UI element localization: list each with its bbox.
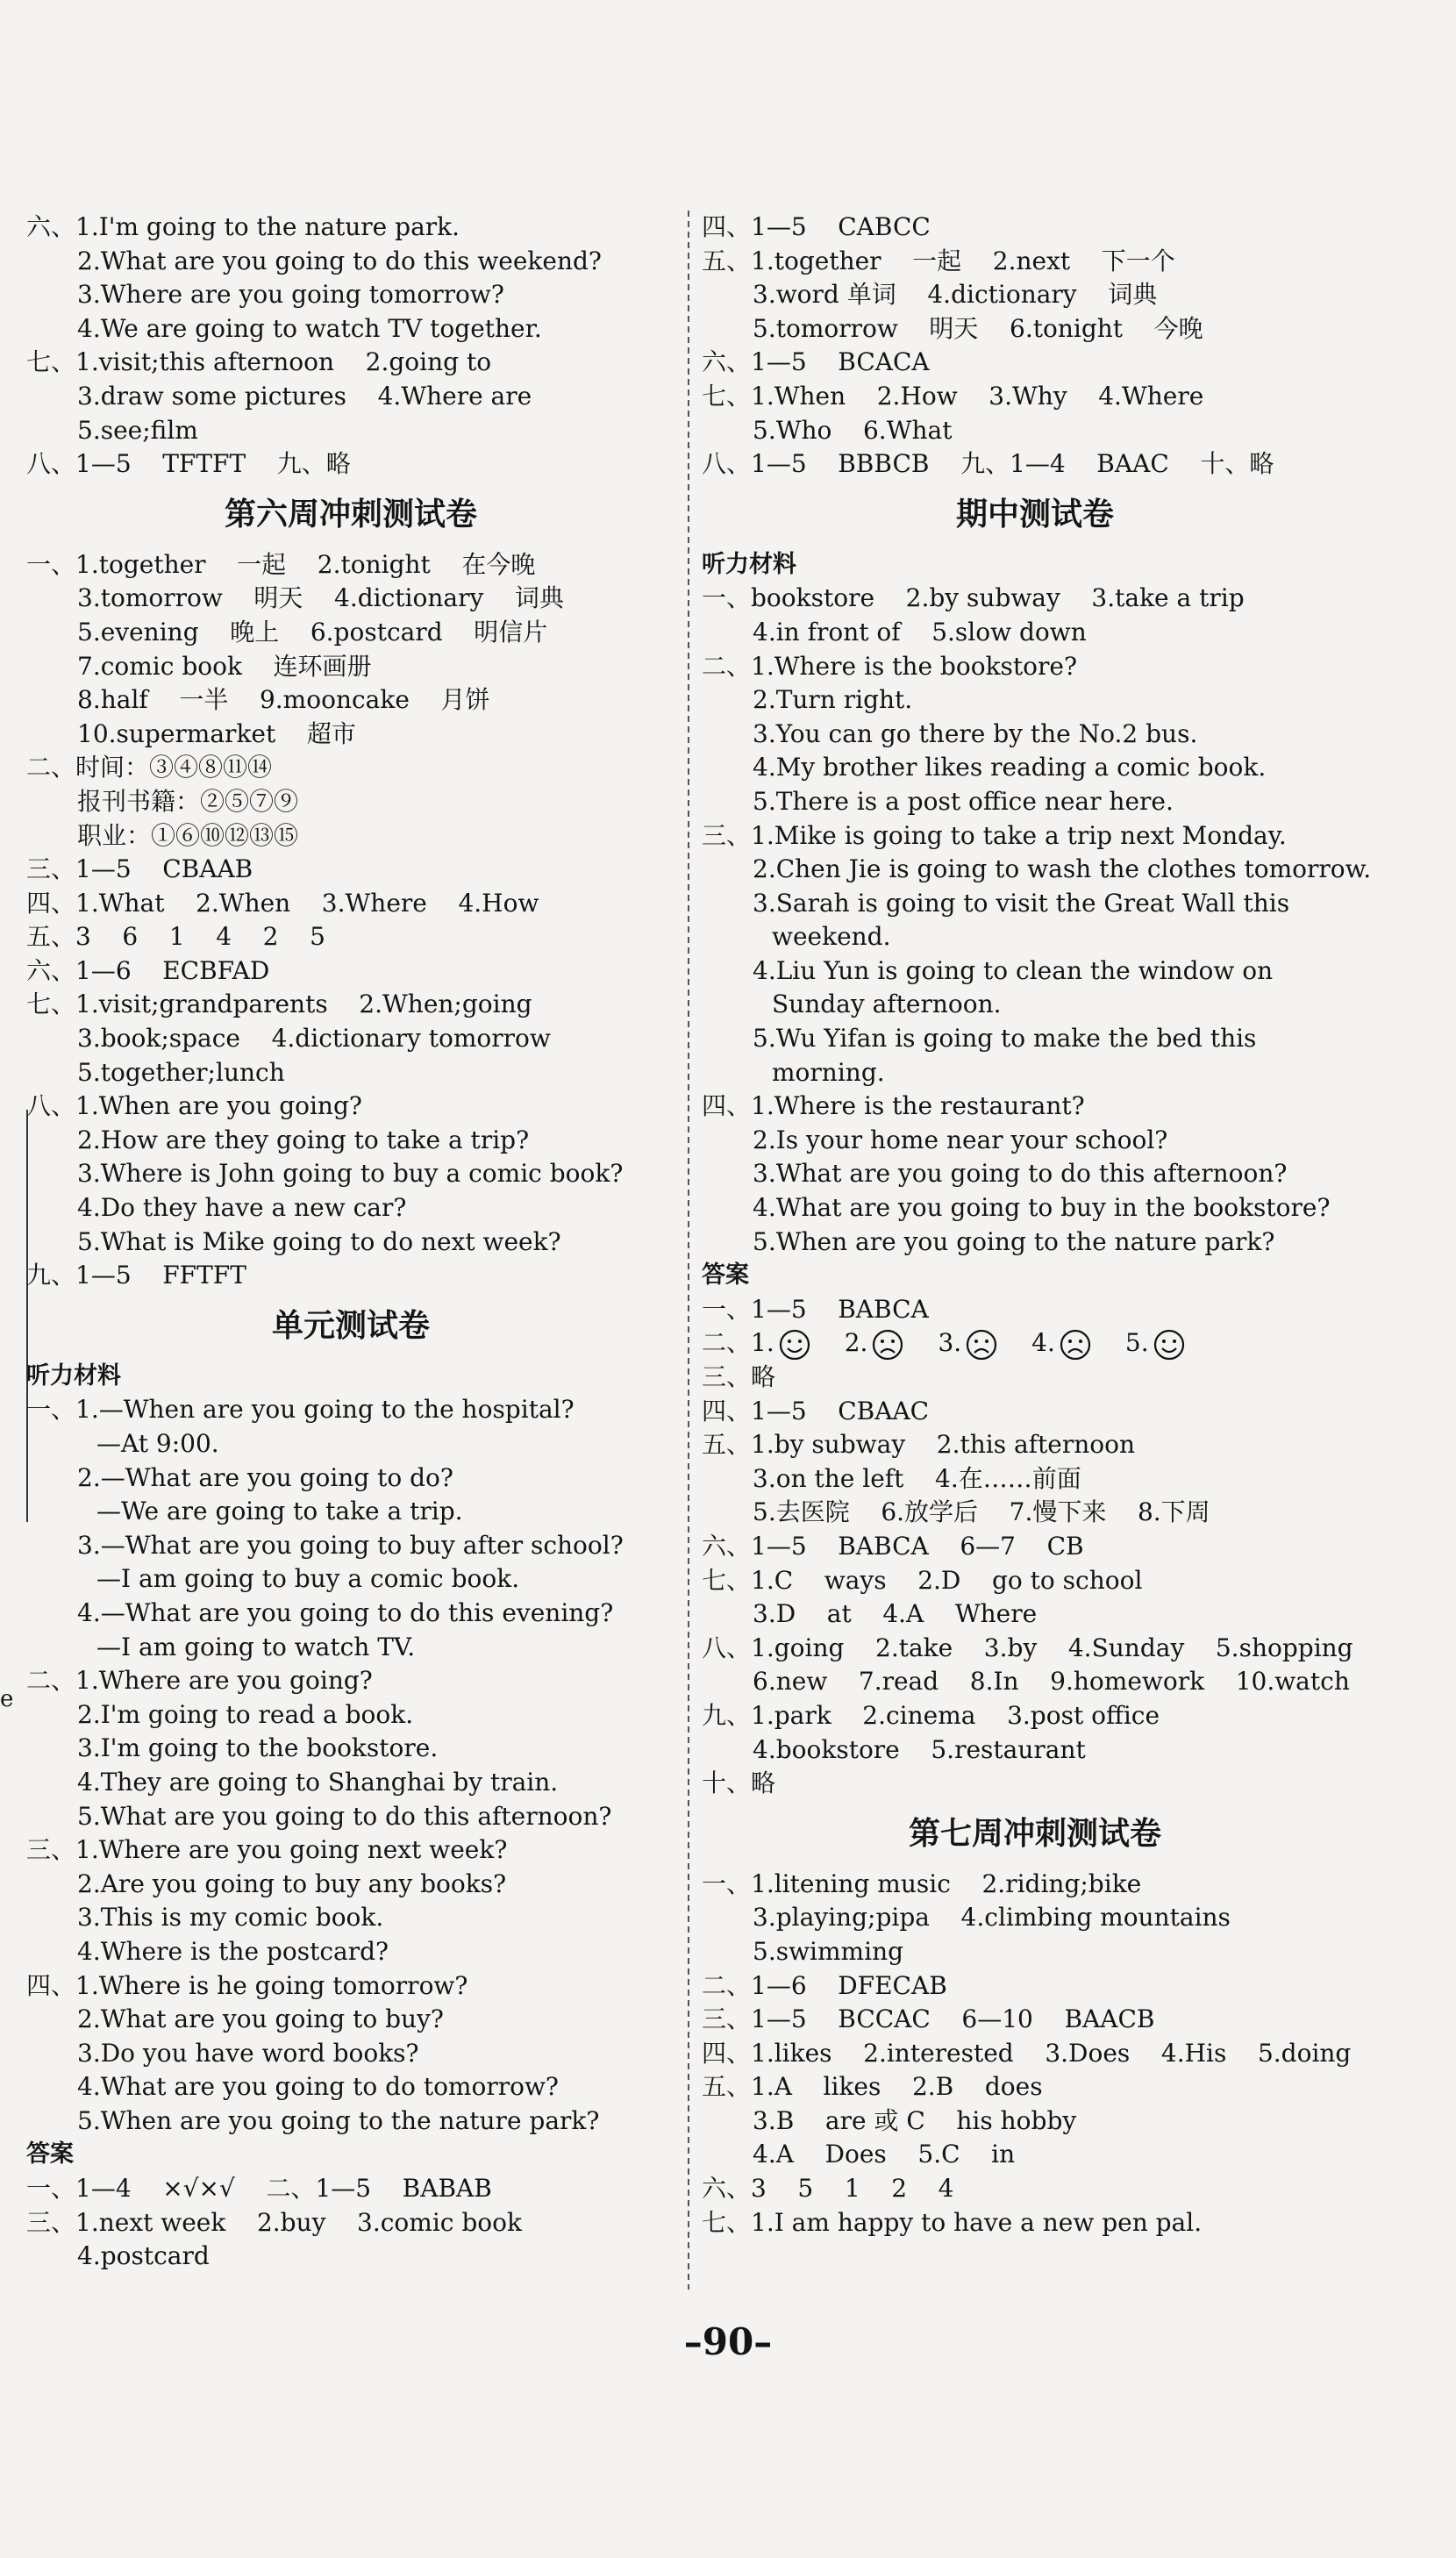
section-heading: 第七周冲刺测试卷: [908, 1815, 1161, 1852]
answer-line: 4.Where is the postcard?: [77, 1936, 389, 1966]
answer-line: 三、1.Where are you going next week?: [26, 1835, 508, 1865]
answer-line: 4.Liu Yun is going to clean the window on: [753, 955, 1274, 985]
answer-line: 二、1.Where is the bookstore?: [702, 651, 1077, 681]
answer-line: 六、1.I'm going to the nature park.: [26, 212, 460, 241]
answer-line: 3.D at 4.A Where: [753, 1599, 1038, 1629]
answer-line: 5.When are you going to the nature park?: [77, 2105, 600, 2135]
answer-line: 3.Where are you going tomorrow?: [77, 280, 504, 310]
answer-line: 5.There is a post office near here.: [753, 786, 1174, 816]
answer-line: 五、1.by subway 2.this afternoon: [702, 1430, 1136, 1460]
answer-line: 三、1.next week 2.buy 3.comic book: [26, 2207, 522, 2237]
answer-line: 4.—What are you going to do this evening?: [77, 1597, 614, 1627]
answer-line: —At 9:00.: [96, 1429, 219, 1458]
answer-line: 2.Is your home near your school?: [753, 1125, 1168, 1154]
subheading: 答案: [26, 2140, 74, 2169]
answer-line: 2.What are you going to do this weekend?: [77, 246, 602, 275]
answer-line: 八、1—5 TFTFT 九、略: [26, 449, 351, 479]
edge-letter: e: [0, 1686, 14, 1712]
answer-line: 4.bookstore 5.restaurant: [753, 1734, 1086, 1764]
answer-line: 七、1.I am happy to have a new pen pal.: [702, 2207, 1203, 2237]
answer-line: 九、1—5 FFTFT: [26, 1261, 246, 1290]
answer-line: 2.What are you going to buy?: [77, 2004, 444, 2034]
answer-line: 5.evening 晚上 6.postcard 明信片: [77, 617, 548, 647]
answer-line: 4.We are going to watch TV together.: [77, 313, 542, 343]
face-label: 2.: [844, 1328, 868, 1358]
sad-face-icon: [965, 1328, 998, 1361]
answer-line: 3.B are 或 C his hobby: [753, 2105, 1077, 2135]
answer-line: 4.postcard: [77, 2241, 210, 2271]
answer-line: 5.When are you going to the nature park?: [753, 1226, 1275, 1256]
answer-line: 三、略: [702, 1362, 776, 1391]
answer-line: 二、1.Where are you going?: [26, 1666, 373, 1696]
answer-line: 七、1.When 2.How 3.Why 4.Where: [702, 381, 1204, 411]
answer-line: 7.comic book 连环画册: [77, 651, 372, 681]
section-heading: 第六周冲刺测试卷: [224, 496, 477, 532]
right-column: [702, 211, 1372, 2240]
answer-line: 三、1—5 CBAAB: [26, 854, 253, 884]
answer-line: —We are going to take a trip.: [96, 1497, 463, 1526]
column-divider: [688, 211, 689, 2290]
answer-line: 一、bookstore 2.by subway 3.take a trip: [702, 583, 1245, 613]
subheading: 答案: [702, 1261, 749, 1290]
answer-line: 3.Where is John going to buy a comic book?: [77, 1159, 624, 1189]
answer-line: 六、1—5 BABCA 6—7 CB: [702, 1531, 1084, 1561]
answer-line: 4.Do they have a new car?: [77, 1193, 407, 1223]
answer-line: 四、1—5 CABCC: [702, 212, 931, 241]
answer-line: 四、1.What 2.When 3.Where 4.How: [26, 888, 539, 918]
section-heading: 单元测试卷: [271, 1307, 430, 1344]
answer-line: 一、1.—When are you going to the hospital?: [26, 1395, 575, 1425]
answer-line: 五、1.A likes 2.B does: [702, 2072, 1043, 2102]
answer-line: 4.A Does 5.C in: [753, 2140, 1016, 2169]
answer-line: 2.Chen Jie is going to wash the clothes tomorrow.: [753, 854, 1372, 884]
answer-line: 3.Do you have word books?: [77, 2038, 419, 2068]
faces-row: [702, 1326, 1368, 1361]
answer-line: 三、1—5 BCCAC 6—10 BAACB: [702, 2004, 1155, 2034]
answer-line: 七、1.visit;grandparents 2.When;going: [26, 990, 532, 1019]
answer-line: morning.: [772, 1057, 885, 1087]
answer-line: 10.supermarket 超市: [77, 718, 356, 748]
answer-line: 5.swimming: [753, 1936, 904, 1966]
answer-line: 九、1.park 2.cinema 3.post office: [702, 1700, 1160, 1730]
answer-line: 4.My brother likes reading a comic book.: [753, 753, 1267, 782]
answer-line: weekend.: [772, 922, 891, 952]
right-section-b: [702, 1361, 1368, 2240]
answer-line: 八、1.When are you going?: [26, 1091, 362, 1121]
answer-line: 二、时间：③④⑧⑪⑭: [26, 753, 273, 782]
faces-prefix: 二、1.: [702, 1328, 774, 1358]
answer-line: 十、略: [702, 1768, 776, 1798]
answer-line: 5.together;lunch: [77, 1057, 285, 1087]
left-column: [26, 211, 675, 2274]
face-label: 3.: [938, 1328, 962, 1358]
answer-line: —I am going to watch TV.: [96, 1632, 416, 1661]
answer-line: Sunday afternoon.: [772, 990, 1002, 1019]
subheading: 听力材料: [26, 1361, 121, 1390]
answer-line: 3.You can go there by the No.2 bus.: [753, 718, 1198, 748]
subheading: 听力材料: [702, 550, 796, 578]
answer-line: 3.—What are you going to buy after school?: [77, 1530, 624, 1560]
answer-line: 三、1.Mike is going to take a trip next Monday.: [702, 820, 1287, 850]
answer-line: 四、1.likes 2.interested 3.Does 4.His 5.doing: [702, 2038, 1352, 2068]
answer-line: 5.tomorrow 明天 6.tonight 今晚: [753, 313, 1203, 343]
answer-line: 四、1.Where is the restaurant?: [702, 1091, 1085, 1121]
face-label: 5.: [1124, 1328, 1149, 1358]
answer-line: 5.Who 6.What: [753, 415, 953, 445]
answer-line: 七、1.C ways 2.D go to school: [702, 1565, 1143, 1595]
page-number: –90–: [683, 2320, 773, 2363]
answer-line: 四、1.Where is he going tomorrow?: [26, 1970, 468, 2000]
answer-line: 2.I'm going to read a book.: [77, 1699, 414, 1729]
sad-face-icon: [1059, 1328, 1092, 1361]
answer-line: 一、1.litening music 2.riding;bike: [702, 1868, 1142, 1898]
answer-line: 2.How are they going to take a trip?: [77, 1125, 530, 1154]
answer-line: 六、1—6 ECBFAD: [26, 955, 270, 985]
answer-line: 3.tomorrow 明天 4.dictionary 词典: [77, 583, 564, 613]
answer-line: 3.I'm going to the bookstore.: [77, 1733, 439, 1763]
answer-line: 报刊书籍：②⑤⑦⑨: [77, 786, 299, 816]
section-heading: 期中测试卷: [955, 496, 1114, 532]
answer-line: 4.They are going to Shanghai by train.: [77, 1767, 559, 1797]
answer-line: 六、3 5 1 2 4: [702, 2174, 954, 2204]
answer-line: 4.What are you going to buy in the bookstore?: [753, 1193, 1331, 1223]
answer-line: 二、1—6 DFECAB: [702, 1970, 947, 2000]
answer-line: 3.What are you going to do this afternoon?: [753, 1159, 1288, 1189]
answer-line: 4.What are you going to do tomorrow?: [77, 2072, 559, 2102]
answer-line: 5.see;film: [77, 415, 198, 445]
answer-line: 4.in front of 5.slow down: [753, 617, 1087, 647]
answer-line: 七、1.visit;this afternoon 2.going to: [26, 347, 492, 377]
answer-line: 一、1—4 ×√×√ 二、1—5 BABAB: [26, 2174, 492, 2204]
answer-line: 3.Sarah is going to visit the Great Wall this: [753, 888, 1290, 918]
answer-line: 5.Wu Yifan is going to make the bed this: [753, 1024, 1257, 1054]
answer-line: 5.What are you going to do this afternoon?: [77, 1801, 612, 1831]
answer-line: 2.Turn right.: [753, 685, 913, 715]
answer-line: 2.Are you going to buy any books?: [77, 1868, 507, 1898]
answer-line: 3.on the left 4.在……前面: [753, 1463, 1081, 1493]
answer-line: 五、3 6 1 4 2 5: [26, 922, 325, 952]
answer-line: 5.去医院 6.放学后 7.慢下来 8.下周: [753, 1497, 1210, 1527]
answer-line: 6.new 7.read 8.In 9.homework 10.watch: [753, 1667, 1350, 1697]
answer-line: 5.What is Mike going to do next week?: [77, 1226, 561, 1256]
margin-bracket: [0, 1110, 28, 1522]
answer-line: 五、1.together 一起 2.next 下一个: [702, 246, 1175, 275]
answer-line: 八、1.going 2.take 3.by 4.Sunday 5.shopping: [702, 1633, 1353, 1662]
answer-line: 8.half 一半 9.mooncake 月饼: [77, 685, 490, 715]
answer-line: 八、1—5 BBBCB 九、1—4 BAAC 十、略: [702, 449, 1274, 479]
happy-face-icon: [778, 1328, 811, 1361]
answer-line: 3.This is my comic book.: [77, 1903, 384, 1933]
answer-line: 3.playing;pipa 4.climbing mountains: [753, 1903, 1231, 1933]
answer-line: 一、1.together 一起 2.tonight 在今晚: [26, 549, 536, 579]
answer-line: 3.draw some pictures 4.Where are: [77, 381, 532, 411]
answer-line: 2.—What are you going to do?: [77, 1462, 453, 1492]
happy-face-icon: [1153, 1328, 1186, 1361]
answer-line: 职业：①⑥⑩⑫⑬⑮: [77, 820, 299, 850]
face-label: 4.: [1031, 1328, 1055, 1358]
answer-line: 3.word 单词 4.dictionary 词典: [753, 280, 1158, 310]
answer-line: 3.book;space 4.dictionary tomorrow: [77, 1024, 551, 1054]
right-section-a: [702, 211, 1372, 1326]
sad-face-icon: [871, 1328, 904, 1361]
answer-line: 六、1—5 BCACA: [702, 347, 930, 377]
answer-line: 四、1—5 CBAAC: [702, 1396, 930, 1425]
answer-line: 一、1—5 BABCA: [702, 1294, 929, 1324]
answer-line: —I am going to buy a comic book.: [96, 1564, 520, 1594]
